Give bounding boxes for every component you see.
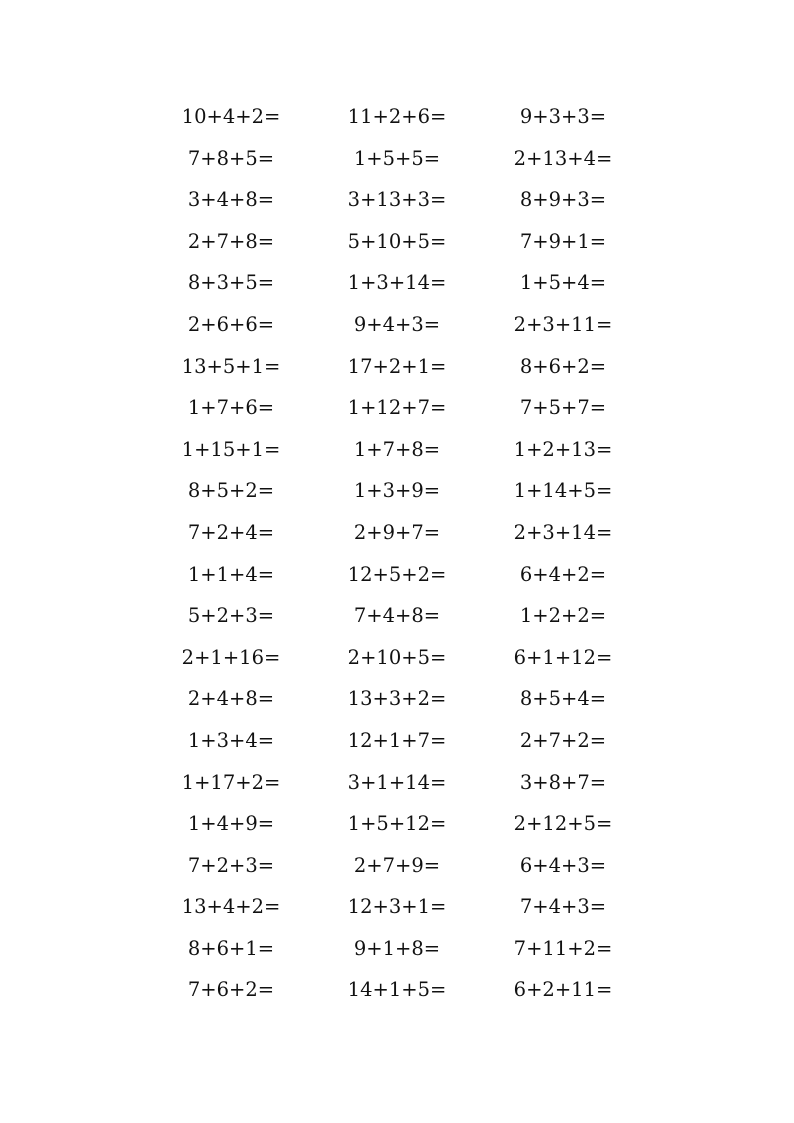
addition-problem: 2+10+5= <box>347 645 447 669</box>
problem-row <box>0 470 794 512</box>
addition-problem: 2+7+2= <box>519 728 607 752</box>
addition-problem: 5+2+3= <box>187 604 275 628</box>
addition-problem: 5+10+5= <box>347 229 447 253</box>
addition-problem: 1+3+4= <box>187 728 275 752</box>
addition-problem: 8+6+1= <box>187 936 275 960</box>
addition-problem: 2+13+4= <box>513 146 613 170</box>
addition-problem: 6+4+3= <box>519 853 607 877</box>
addition-problem: 6+2+11= <box>513 978 613 1002</box>
addition-problem: 2+3+14= <box>513 520 613 544</box>
addition-problem: 1+17+2= <box>181 770 281 794</box>
addition-problem: 13+5+1= <box>181 354 281 378</box>
addition-problem: 2+6+6= <box>187 312 275 336</box>
worksheet <box>0 96 794 1011</box>
addition-problem: 2+4+8= <box>187 687 275 711</box>
addition-problem: 1+2+2= <box>519 604 607 628</box>
addition-problem: 8+5+2= <box>187 479 275 503</box>
addition-problem: 1+14+5= <box>513 479 613 503</box>
problem-row <box>0 221 794 263</box>
addition-problem: 2+12+5= <box>513 812 613 836</box>
addition-problem: 8+9+3= <box>519 188 607 212</box>
addition-problem: 7+9+1= <box>519 229 607 253</box>
problem-row <box>0 429 794 471</box>
problem-row <box>0 678 794 720</box>
addition-problem: 7+4+8= <box>353 604 441 628</box>
addition-problem: 6+4+2= <box>519 562 607 586</box>
addition-problem: 2+3+11= <box>513 312 613 336</box>
problem-row <box>0 595 794 637</box>
addition-problem: 2+7+8= <box>187 229 275 253</box>
problem-row <box>0 886 794 928</box>
problem-row <box>0 346 794 388</box>
addition-problem: 2+1+16= <box>181 645 281 669</box>
addition-problem: 10+4+2= <box>181 105 281 128</box>
addition-problem: 1+1+4= <box>187 562 275 586</box>
addition-problem: 2+9+7= <box>353 520 441 544</box>
addition-problem: 3+4+8= <box>187 188 275 212</box>
addition-problem: 7+11+2= <box>513 936 613 960</box>
addition-problem: 7+2+3= <box>187 853 275 877</box>
problem-row <box>0 637 794 679</box>
addition-problem: 7+4+3= <box>519 895 607 919</box>
addition-problem: 11+2+6= <box>347 105 447 128</box>
problem-row <box>0 803 794 845</box>
problem-row <box>0 512 794 554</box>
addition-problem: 14+1+5= <box>347 978 447 1002</box>
problem-row <box>0 96 794 138</box>
addition-problem: 7+5+7= <box>519 396 607 420</box>
problem-row <box>0 179 794 221</box>
addition-problem: 9+1+8= <box>353 936 441 960</box>
problem-row <box>0 554 794 596</box>
addition-problem: 1+7+8= <box>353 437 441 461</box>
addition-problem: 1+3+9= <box>353 479 441 503</box>
addition-problem: 12+3+1= <box>347 895 447 919</box>
addition-problem: 9+4+3= <box>353 312 441 336</box>
problem-row <box>0 720 794 762</box>
addition-problem: 3+1+14= <box>347 770 447 794</box>
addition-problem: 1+5+4= <box>519 271 607 295</box>
addition-problem: 12+1+7= <box>347 728 447 752</box>
problem-row <box>0 928 794 970</box>
addition-problem: 17+2+1= <box>347 354 447 378</box>
addition-problem: 8+3+5= <box>187 271 275 295</box>
addition-problem: 7+8+5= <box>187 146 275 170</box>
addition-problem: 1+5+5= <box>353 146 441 170</box>
problem-row <box>0 138 794 180</box>
addition-problem: 3+8+7= <box>519 770 607 794</box>
addition-problem: 1+15+1= <box>181 437 281 461</box>
addition-problem: 13+4+2= <box>181 895 281 919</box>
addition-problem: 8+5+4= <box>519 687 607 711</box>
problem-row <box>0 762 794 804</box>
addition-problem: 1+7+6= <box>187 396 275 420</box>
addition-problem: 6+1+12= <box>513 645 613 669</box>
addition-problem: 1+3+14= <box>347 271 447 295</box>
addition-problem: 2+7+9= <box>353 853 441 877</box>
addition-problem: 1+4+9= <box>187 812 275 836</box>
addition-problem: 1+2+13= <box>513 437 613 461</box>
addition-problem: 9+3+3= <box>519 105 607 128</box>
problem-row <box>0 304 794 346</box>
addition-problem: 12+5+2= <box>347 562 447 586</box>
addition-problem: 7+2+4= <box>187 520 275 544</box>
problem-row <box>0 387 794 429</box>
problem-row <box>0 969 794 1011</box>
addition-problem: 8+6+2= <box>519 354 607 378</box>
addition-problem: 7+6+2= <box>187 978 275 1002</box>
addition-problem: 13+3+2= <box>347 687 447 711</box>
addition-problem: 1+12+7= <box>347 396 447 420</box>
addition-problem: 3+13+3= <box>347 188 447 212</box>
problem-row <box>0 262 794 304</box>
addition-problem: 1+5+12= <box>347 812 447 836</box>
problem-row <box>0 845 794 887</box>
